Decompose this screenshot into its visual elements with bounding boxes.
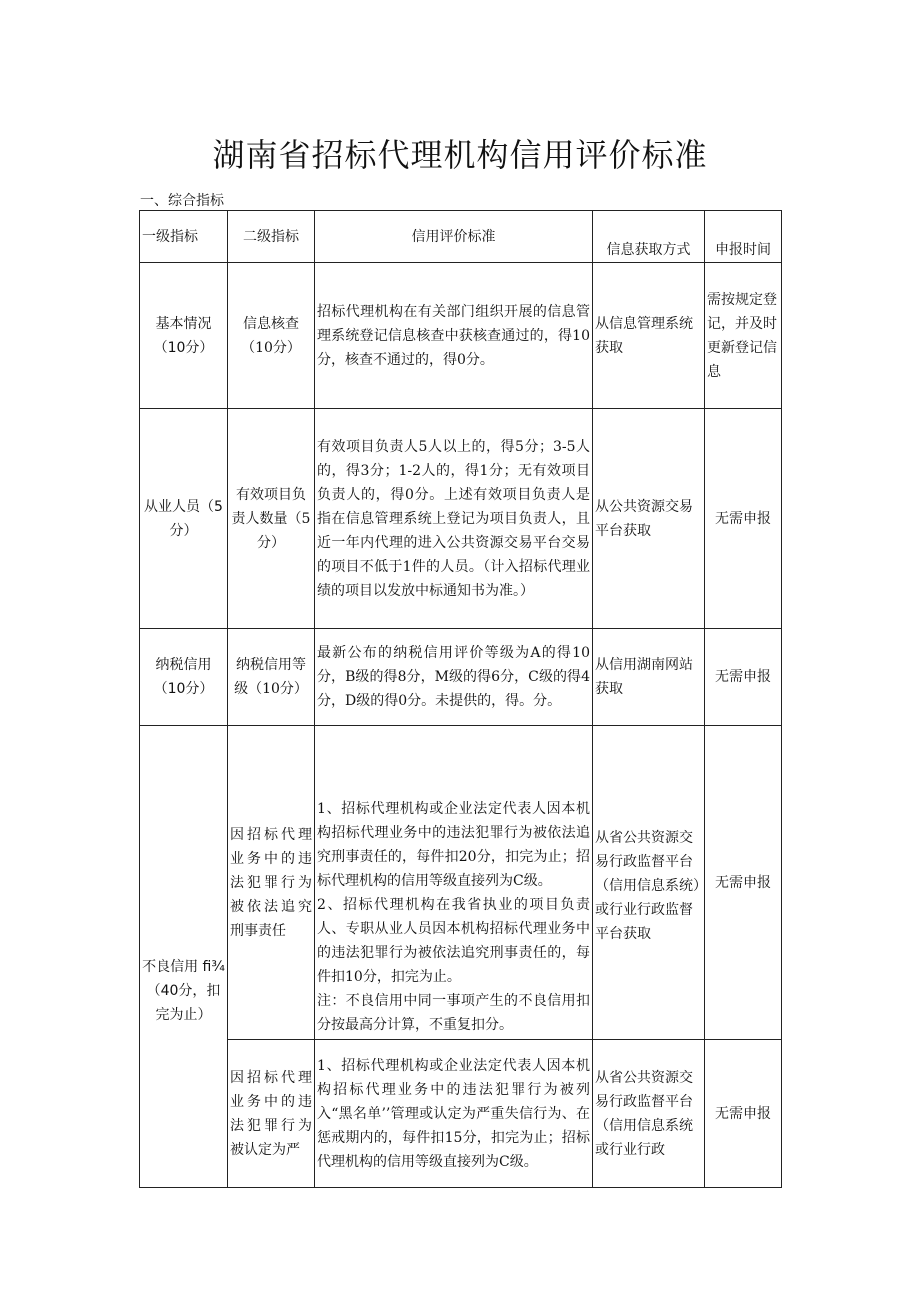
row-staff-standard: 有效项目负责人5人以上的，得5分；3-5人的，得3分；1-2人的，得1分；无有效项目负责人的，得0分。上述有效项目负责人是指在信息管理系统上登记为项目负责人，且近一年内代理的进入公共资源交易平台交易的项目不低于1件的人员。（计入招标代理业绩的项目以发放中标通知书为准。） bbox=[315, 409, 593, 629]
row-bad-standard-item1: 1、招标代理机构或企业法定代表人因本机构招标代理业务中的违法犯罪行为被依法追究刑事责任的，每件扣20分，扣完为止；招标代理机构的信用等级直接列为C级。 bbox=[317, 801, 590, 889]
row-blacklist-standard: 1、招标代理机构或企业法定代表人因本机构招标代理业务中的违法犯罪行为被列入“黑名单’’管理或认定为严重失信行为、在惩戒期内的，每件扣15分，扣完为止；招标代理机构的信用等级直接列为C级。 bbox=[315, 1040, 593, 1188]
row-blacklist-level2: 因招标代理业务中的违法犯罪行为被认定为严 bbox=[228, 1040, 315, 1188]
row-staff-source: 从公共资源交易平台获取 bbox=[593, 409, 705, 629]
row-tax-level1: 纳税信用（10分） bbox=[140, 629, 228, 726]
header-standard: 信用评价标准 bbox=[315, 211, 593, 263]
row-bad-standard bbox=[315, 726, 593, 1040]
row-basic-source: 从信息管理系统获取 bbox=[593, 263, 705, 409]
table-row bbox=[140, 409, 782, 629]
row-blacklist-source: 从省公共资源交易行政监督平台（信用信息系统或行业行政 bbox=[593, 1040, 705, 1188]
table-row bbox=[140, 629, 782, 726]
document-title: 湖南省招标代理机构信用评价标准 bbox=[212, 136, 708, 174]
row-bad-level2: 因招标代理业务中的违法犯罪行为被依法追究刑事责任 bbox=[228, 726, 315, 1040]
row-staff-time: 无需申报 bbox=[705, 409, 782, 629]
row-bad-standard-item2: 2、招标代理机构在我省执业的项目负责人、专职从业人员因本机构招标代理业务中的违法犯罪行为被依法追究刑事责任的，每件扣10分，扣完为止。 bbox=[317, 897, 590, 985]
section-heading: 一、综合指标 bbox=[140, 193, 224, 209]
row-tax-time: 无需申报 bbox=[705, 629, 782, 726]
table-row bbox=[140, 263, 782, 409]
table-header-row bbox=[140, 211, 782, 263]
row-basic-level2: 信息核查（10分） bbox=[228, 263, 315, 409]
table-row bbox=[140, 726, 782, 1040]
row-bad-level1: 不良信用 fi¾（40分，扣完为止） bbox=[140, 726, 228, 1188]
row-basic-level1: 基本情况（10分） bbox=[140, 263, 228, 409]
row-tax-source: 从信用湖南网站获取 bbox=[593, 629, 705, 726]
header-level2: 二级指标 bbox=[228, 211, 315, 263]
row-tax-level2: 纳税信用等级（10分） bbox=[228, 629, 315, 726]
row-bad-standard-note: 注：不良信用中同一事项产生的不良信用扣分按最高分计算，不重复扣分。 bbox=[317, 993, 590, 1033]
row-staff-level2: 有效项目负责人数量（5分） bbox=[228, 409, 315, 629]
table-row bbox=[140, 1040, 782, 1188]
header-source: 信息获取方式 bbox=[593, 211, 705, 263]
header-level1: 一级指标 bbox=[140, 211, 228, 263]
row-bad-source: 从省公共资源交易行政监督平台（信用信息系统）或行业行政监督平台获取 bbox=[593, 726, 705, 1040]
row-bad-time: 无需申报 bbox=[705, 726, 782, 1040]
row-basic-time: 需按规定登记，并及时更新登记信息 bbox=[705, 263, 782, 409]
header-time: 申报时间 bbox=[705, 211, 782, 263]
row-staff-level1: 从业人员（5分） bbox=[140, 409, 228, 629]
row-basic-standard: 招标代理机构在有关部门组织开展的信息管理系统登记信息核查中获核查通过的，得10分，核查不通过的，得0分。 bbox=[315, 263, 593, 409]
criteria-table bbox=[139, 210, 782, 1188]
row-tax-standard: 最新公布的纳税信用评价等级为A的得10分，B级的得8分，M级的得6分，C级的得4分，D级的得0分。未提供的，得。分。 bbox=[315, 629, 593, 726]
row-blacklist-time: 无需申报 bbox=[705, 1040, 782, 1188]
